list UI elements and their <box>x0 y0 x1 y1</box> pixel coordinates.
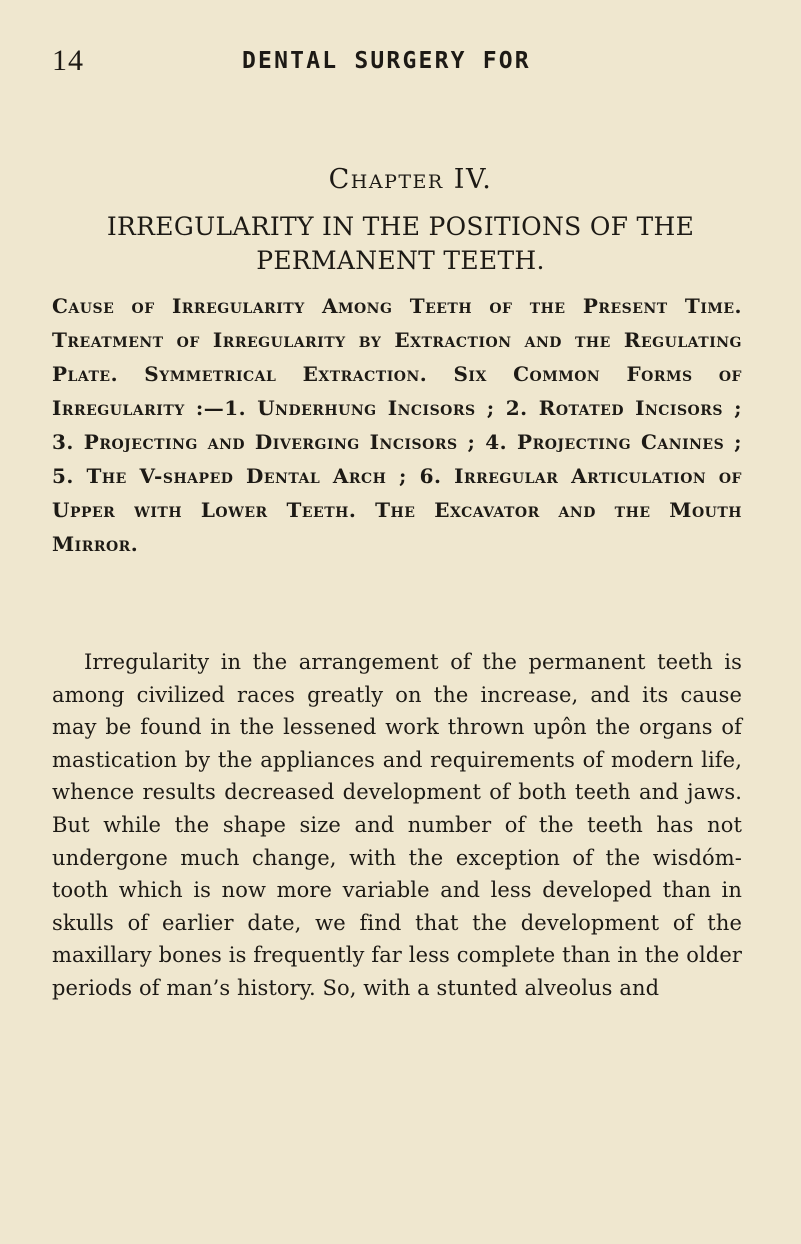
chapter-synopsis: Cause of Irregularity Among Teeth of the Present Time. Treatment of Irregularity by Extraction and the Regulating Plate. Symmetrical Extraction. Six Common Forms of Irregularity :—1. Underhung Incisors ; 2. Rotated Incisors ; 3. Projecting and Diverging Incisors ; 4. Projecting Canines ; 5. The V-shaped Dental Arch ; 6. Irregular Articulation of Upper with Lower Teeth. The Excavator and the Mouth Mirror. <box>52 294 742 556</box>
running-title: DENTAL SURGERY FOR <box>242 48 531 74</box>
body-paragraph: Irregularity in the arrangement of the permanent teeth is among civilized races greatly on the increase, and its cause may be found in the lessened work thrown upôn the organs of mastication by the appliances and requirements of modern life, whence results decreased development of both teeth and jaws. But while the shape size and number of the teeth has not undergone much change, with the exception of the wisdóm-tooth which is now more variable and less developed than in skulls of earlier date, we find that the development of the maxillary bones is frequently far less complete than in the older periods of man’s history. So, with a stunted alveolus and <box>52 650 742 1000</box>
chapter-title: IRREGULARITY IN THE POSITIONS OF THE PERMANENT TEETH. <box>106 212 695 275</box>
page-number: 14 <box>52 44 84 77</box>
chapter-label: Chapter IV. <box>328 164 493 195</box>
running-head <box>52 44 749 84</box>
